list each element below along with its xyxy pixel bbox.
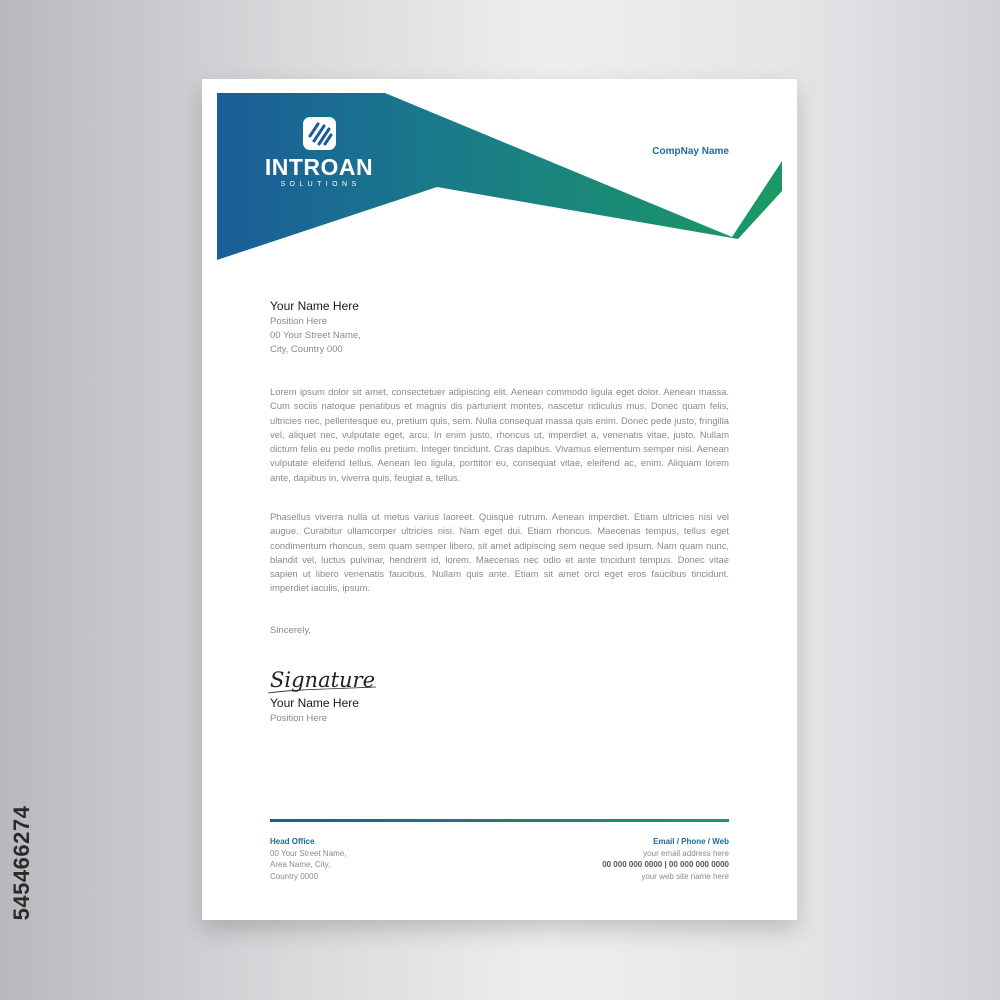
footer-divider	[270, 819, 729, 822]
stripes-logo-icon	[303, 117, 336, 150]
signer-position: Position Here	[270, 713, 328, 724]
sender-block	[270, 299, 361, 357]
footer-email: your email address here	[643, 848, 729, 858]
signature-block	[270, 696, 359, 726]
sender-position: Position Here	[270, 316, 328, 327]
footer-left-title: Head Office	[270, 837, 315, 846]
footer-left-line1: 00 Your Street Name,	[270, 848, 347, 858]
letterhead-page	[202, 79, 797, 920]
sender-street: 00 Your Street Name,	[270, 330, 361, 341]
stock-id-vertical	[8, 758, 36, 968]
footer-phone: 00 000 000 0000 | 00 000 000 0000	[602, 860, 729, 869]
company-logo	[264, 117, 374, 189]
body-paragraph-1: Lorem ipsum dolor sit amet, consectetuer adipiscing elit. Aenean commodo ligula eget dolor. Aenean massa. Cum sociis natoque penatibus et magnis dis parturient montes, nascetur ridiculus mus. Donec quam felis, ultricies nec, pellentesque eu, pretium quis, sem. Nulla consequat massa quis enim. Donec pede justo, fringilla vel, aliquet nec, vulputate eget, arcu. In enim justo, rhoncus ut, imperdiet a, venenatis vitae, justo. Nullam dictum felis eu pede mollis pretium. Integer tincidunt. Cras dapibus. Vivamus elementum semper nisi. Aenean vulputate eleifend tellus. Aenean leo ligula, porttitor eu, consequat vitae, eleifend ac, enim. Aliquam lorem ante, dapibus in, viverra quis, feugiat a, tellus.	[270, 386, 729, 483]
footer-head-office	[270, 836, 347, 882]
company-name: CompNay Name	[652, 146, 729, 157]
body-paragraph-2: Phasellus viverra nulla ut metus varius laoreet. Quisque rutrum. Aenean imperdiet. Etiam ultricies nisi vel augue. Curabitur ullamcorper ultricies nisi. Nam eget dui. Etiam rhoncus. Maecenas tempus, tellus eget condimentum rhoncus, sem quam semper libero, sit amet adipiscing sem neque sed ipsum. Nam quam nunc, blandit vel, luctus pulvinar, hendrerit id, lorem. Maecenas nec odio et ante tincidunt tempus. Donec vitae sapien ut libero venenatis faucibus. Nullam quis ante. Etiam sit amet orci eget eros faucibus tincidunt. imperdiet iaculis, ipsum.	[270, 511, 729, 594]
sender-city: City, Country 000	[270, 344, 343, 355]
footer-web: your web site name here	[641, 871, 729, 881]
sender-name: Your Name Here	[270, 299, 359, 313]
handwritten-signature	[266, 659, 386, 699]
footer-left-line3: Country 0000	[270, 871, 319, 881]
signature-script: Signature	[270, 668, 376, 692]
logo-subtitle: SOLUTIONS	[280, 181, 361, 188]
closing-text: Sincerely,	[270, 625, 312, 636]
footer-right-title: Email / Phone / Web	[653, 837, 729, 846]
logo-name: INTROAN	[264, 154, 374, 180]
stock-id-text: 545466274	[9, 805, 34, 921]
signer-name: Your Name Here	[270, 696, 359, 710]
footer-contact	[602, 836, 729, 882]
footer-left-line2: Area Name, City,	[270, 860, 331, 869]
